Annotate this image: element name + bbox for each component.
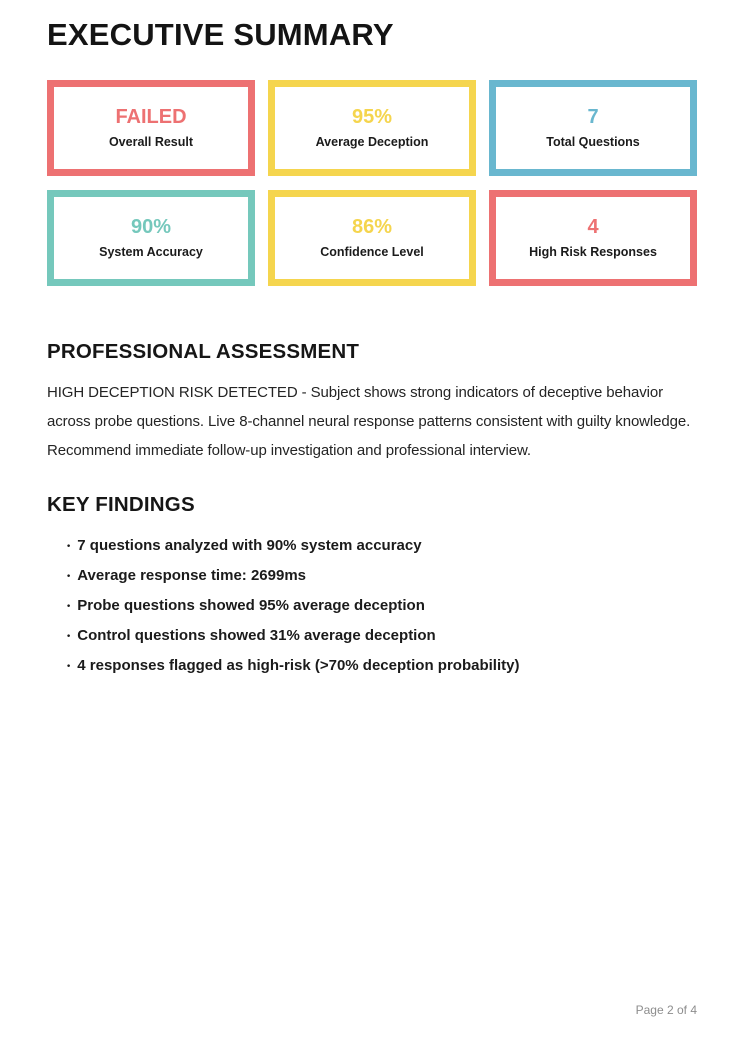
bullet-icon: • bbox=[67, 600, 71, 612]
bullet-icon: • bbox=[67, 570, 71, 582]
stat-card-confidence-level bbox=[268, 190, 476, 286]
key-findings-list bbox=[47, 538, 697, 675]
assessment-body: HIGH DECEPTION RISK DETECTED - Subject shows strong indicators of deceptive behavior across probe questions. Live 8-channel neural response patterns consistent with guilty knowledge. Recommend immediate follow-up investigation and professional interview. bbox=[47, 384, 691, 459]
finding-text: Average response time: 2699ms bbox=[77, 567, 306, 584]
stat-value: 4 bbox=[587, 216, 599, 239]
page-number: Page 2 of 4 bbox=[635, 1003, 697, 1017]
bullet-icon: • bbox=[67, 630, 71, 642]
stat-label: Total Questions bbox=[546, 135, 640, 150]
stat-card-system-accuracy bbox=[47, 190, 255, 286]
stat-card-average-deception bbox=[268, 80, 476, 176]
bullet-icon: • bbox=[67, 660, 71, 672]
stat-cards-grid bbox=[47, 80, 697, 286]
finding-text: Probe questions showed 95% average deception bbox=[77, 597, 425, 614]
page-title: EXECUTIVE SUMMARY bbox=[47, 17, 394, 52]
stat-value: FAILED bbox=[115, 106, 187, 129]
stat-label: Average Deception bbox=[315, 135, 429, 150]
key-findings-heading: KEY FINDINGS bbox=[47, 493, 195, 516]
stat-value: 86% bbox=[351, 216, 393, 239]
stat-label: System Accuracy bbox=[99, 245, 203, 260]
assessment-heading: PROFESSIONAL ASSESSMENT bbox=[47, 340, 360, 363]
finding-item bbox=[66, 628, 697, 645]
bullet-icon: • bbox=[67, 540, 71, 552]
finding-text: 7 questions analyzed with 90% system accuracy bbox=[77, 537, 422, 554]
stat-card-overall-result bbox=[47, 80, 255, 176]
stat-label: High Risk Responses bbox=[529, 245, 657, 260]
finding-text: 4 responses flagged as high-risk (>70% deception probability) bbox=[77, 657, 520, 674]
stat-label: Overall Result bbox=[108, 135, 194, 150]
stat-label: Confidence Level bbox=[320, 245, 424, 260]
stat-value: 7 bbox=[587, 106, 599, 129]
stat-value: 95% bbox=[351, 106, 393, 129]
finding-item bbox=[66, 568, 697, 585]
finding-item bbox=[66, 658, 697, 675]
finding-text: Control questions showed 31% average deception bbox=[77, 627, 436, 644]
stat-card-total-questions bbox=[489, 80, 697, 176]
finding-item bbox=[66, 598, 697, 615]
finding-item bbox=[66, 538, 697, 555]
stat-card-high-risk-responses bbox=[489, 190, 697, 286]
stat-value: 90% bbox=[130, 216, 172, 239]
